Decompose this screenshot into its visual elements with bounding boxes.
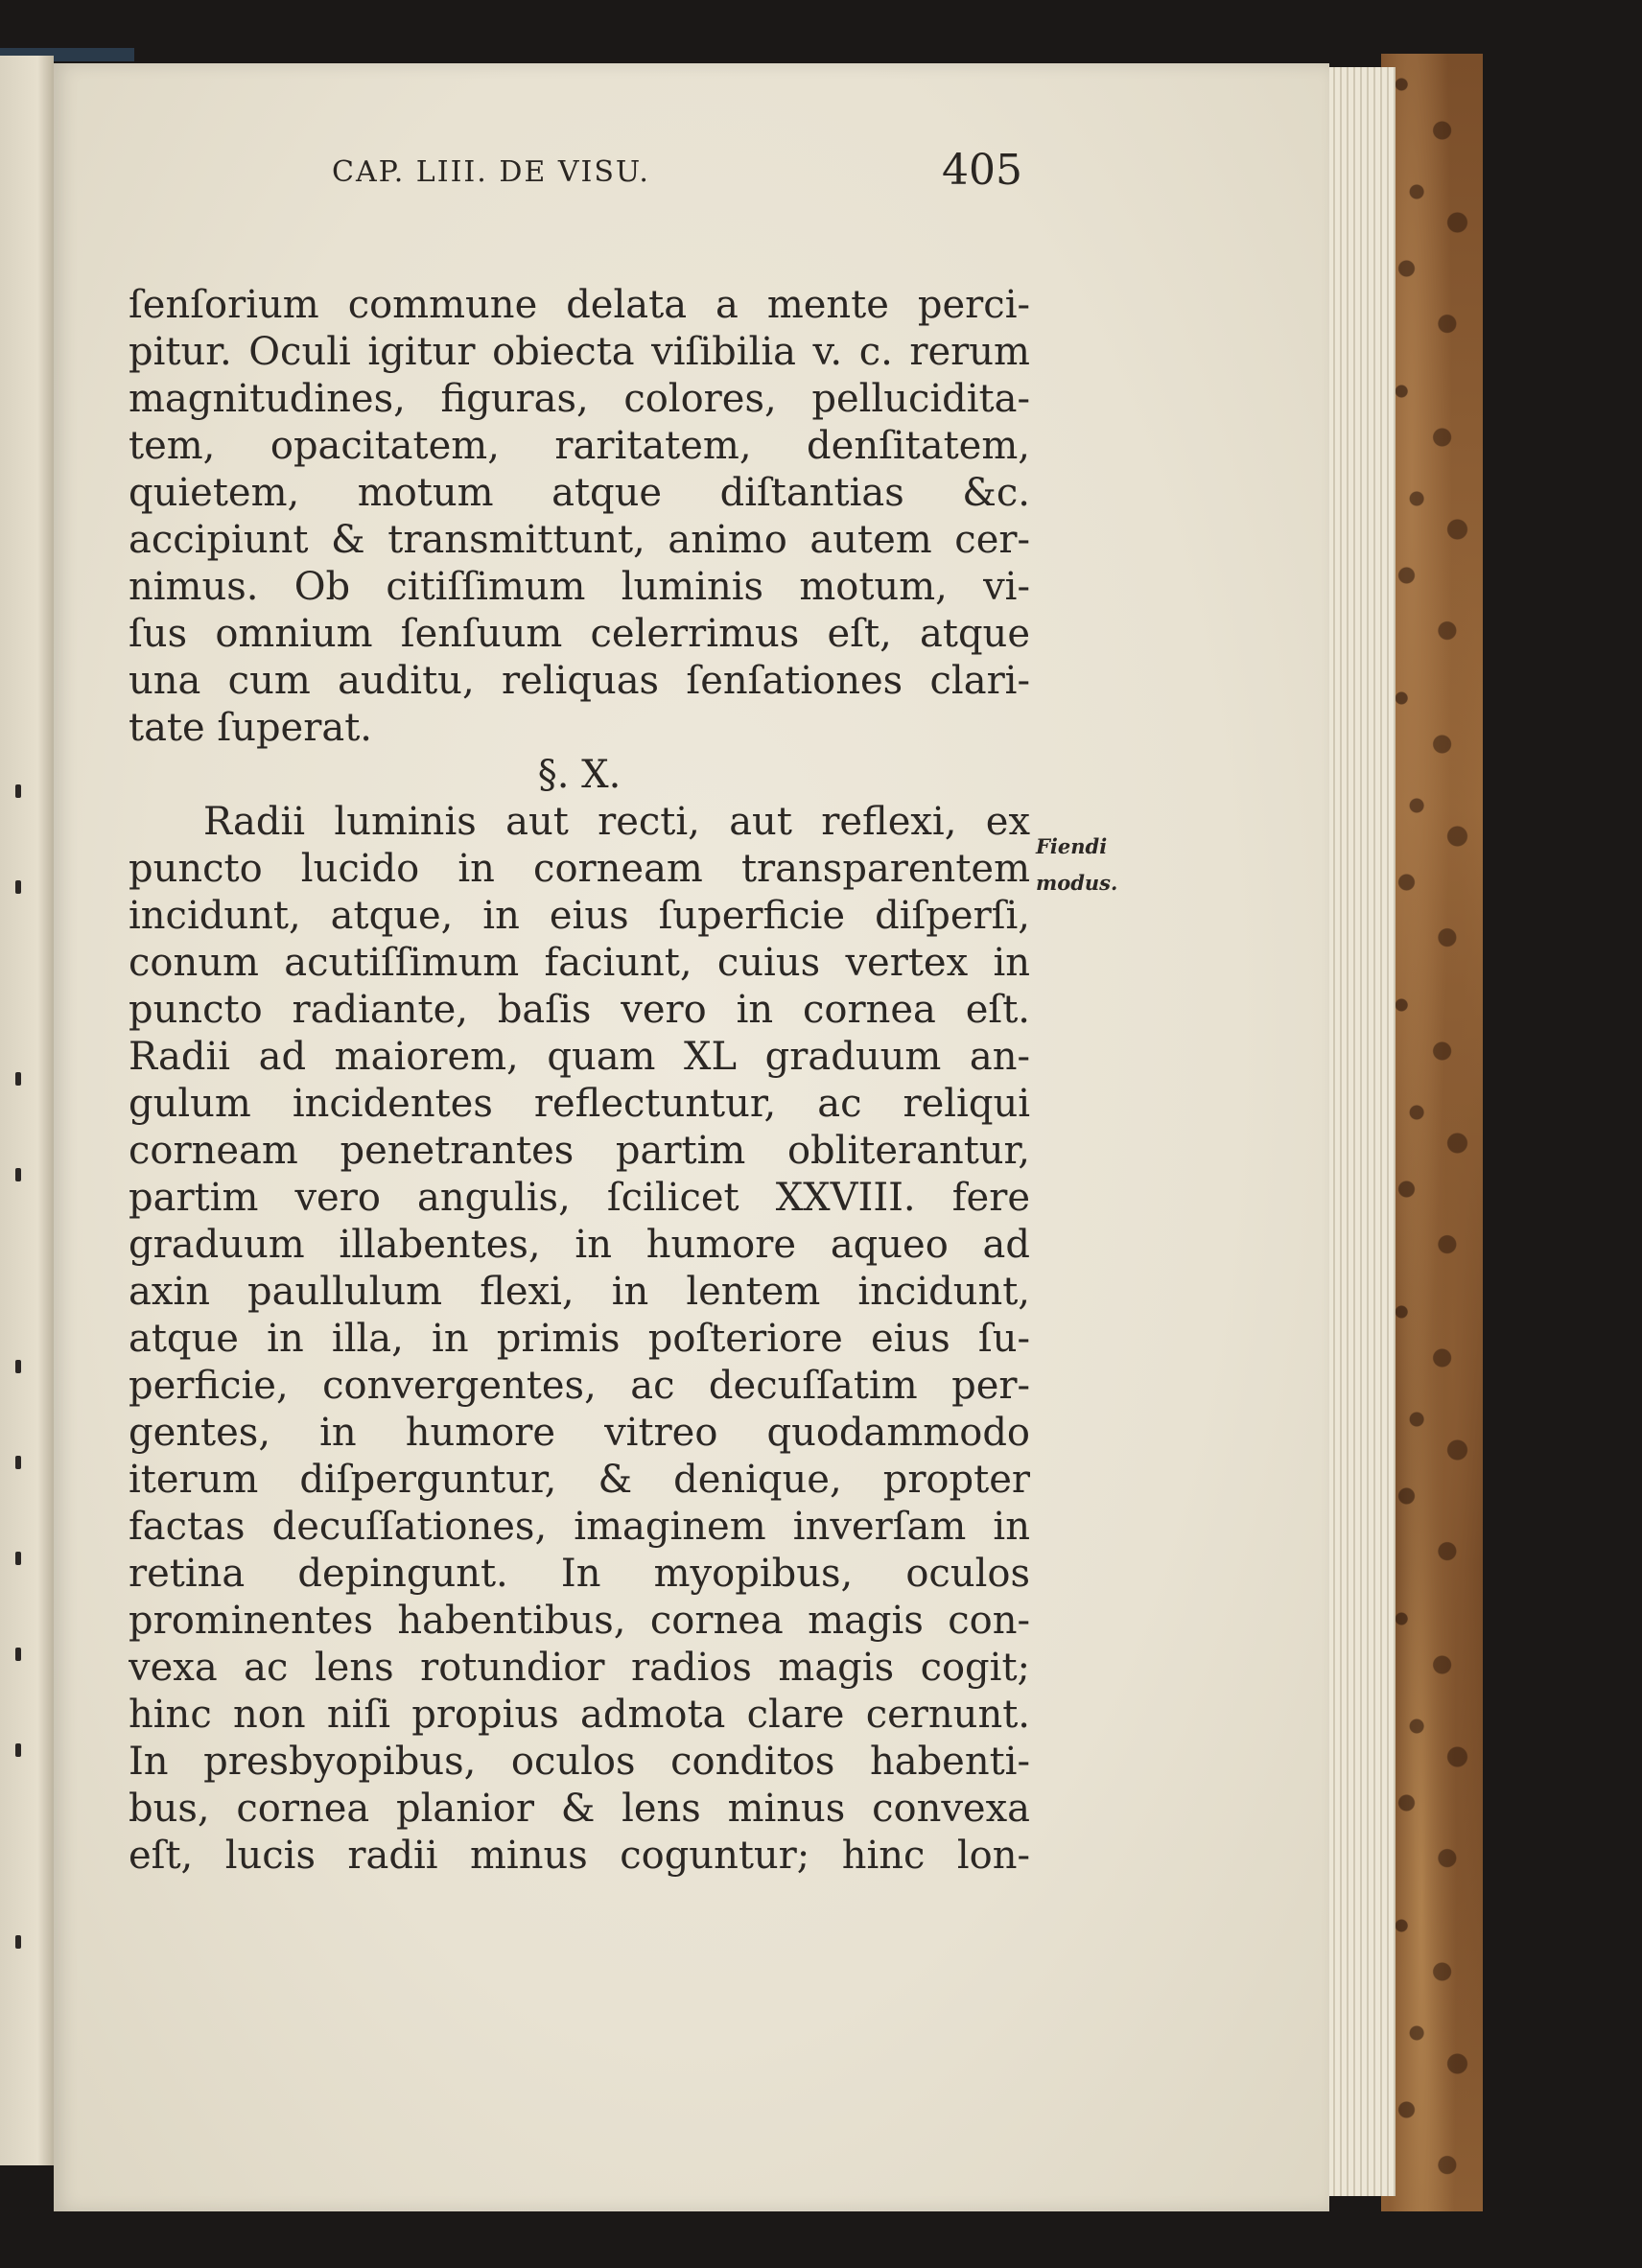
- text-line: bus, cornea planior & lens minus convexa: [129, 1787, 1030, 1831]
- text-line: una cum auditu, reliquas ſenſationes clari-: [129, 659, 1030, 703]
- facing-page-letter-mark: [15, 1360, 21, 1373]
- text-line: partim vero angulis, ſcilicet XXVIII. fere: [129, 1176, 1030, 1220]
- text-line: Radii ad maiorem, quam XL graduum an-: [129, 1035, 1030, 1079]
- text-line: ſenſorium commune delata a mente perci-: [129, 283, 1030, 327]
- text-line: graduum illabentes, in humore aqueo ad: [129, 1223, 1030, 1267]
- facing-page-edge: [0, 56, 54, 2165]
- margin-note-line: Fiendi: [1036, 834, 1108, 858]
- facing-page-letter-mark: [15, 1935, 21, 1949]
- page-header: [332, 146, 1022, 213]
- facing-page-letter-mark: [15, 1072, 21, 1086]
- margin-note: [1036, 829, 1117, 901]
- margin-note-line: modus.: [1036, 871, 1118, 895]
- text-line: accipiunt & transmittunt, animo autem cer-: [129, 518, 1030, 562]
- text-line: pitur. Oculi igitur obiecta viſibilia v. c. rerum: [129, 330, 1030, 374]
- facing-page-letter-mark: [15, 784, 21, 798]
- text-line: axin paullulum flexi, in lentem incidunt,: [129, 1270, 1030, 1314]
- facing-page-letter-mark: [15, 1648, 21, 1661]
- text-line: magnitudines, figuras, colores, pelluciditа-: [129, 377, 1030, 421]
- page-stack-edges: [1328, 67, 1396, 2196]
- leather-cover: [1381, 54, 1483, 2211]
- running-head: CAP. LIII. DE VISU.: [332, 155, 650, 189]
- page-number: 405: [942, 146, 1022, 195]
- text-line: In presbyopibus, oculos conditos habenti-: [129, 1740, 1030, 1784]
- facing-page-letter-mark: [15, 1743, 21, 1757]
- text-line: incidunt, atque, in eius ſuperficie diſperſi,: [129, 894, 1030, 938]
- text-line: gulum incidentes reflectuntur, ac reliqui: [129, 1082, 1030, 1126]
- section-heading: §. X.: [537, 753, 622, 797]
- text-line: iterum diſperguntur, & denique, propter: [129, 1458, 1030, 1502]
- text-line: puncto lucido in corneam transparentem: [129, 847, 1030, 891]
- text-line: vexa ac lens rotundior radios magis cogit;: [129, 1646, 1030, 1690]
- text-line: gentes, in humore vitreo quodammodo: [129, 1411, 1030, 1455]
- text-line: atque in illa, in primis poſteriore eius ſu-: [129, 1317, 1030, 1361]
- text-line: quietem, motum atque diſtantias &c.: [129, 471, 1030, 515]
- body-text: [129, 282, 1030, 1880]
- facing-page-letter-mark: [15, 1168, 21, 1181]
- facing-page-letter-mark: [15, 1552, 21, 1565]
- facing-page-letter-mark: [15, 1456, 21, 1469]
- text-line: conum acutiſſimum faciunt, cuius vertex in: [129, 941, 1030, 985]
- text-line: tem, opacitatem, raritatem, denſitatem,: [129, 424, 1030, 468]
- text-line: hinc non niſi propius admota clare cernunt.: [129, 1693, 1030, 1737]
- text-line: puncto radiante, baſis vero in cornea eſt.: [129, 988, 1030, 1032]
- text-line: factas decuſſationes, imaginem inverſam in: [129, 1505, 1030, 1549]
- text-line: corneam penetrantes partim obliterantur,: [129, 1129, 1030, 1173]
- text-line: eſt, lucis radii minus coguntur; hinc lon-: [129, 1834, 1030, 1878]
- text-line: perficie, convergentes, ac decuſſatim per-: [129, 1364, 1030, 1408]
- paragraph-end-line: tate ſuperat.: [129, 706, 372, 750]
- text-line: prominentes habentibus, cornea magis con-: [129, 1599, 1030, 1643]
- paragraph-start-line: Radii luminis aut recti, aut reflexi, ex: [203, 800, 1030, 844]
- facing-page-letter-mark: [15, 880, 21, 894]
- text-line: ſus omnium ſenſuum celerrimus eſt, atque: [129, 612, 1030, 656]
- text-line: nimus. Ob citiſſimum luminis motum, vi-: [129, 565, 1030, 609]
- text-line: retina depingunt. In myopibus, oculos: [129, 1552, 1030, 1596]
